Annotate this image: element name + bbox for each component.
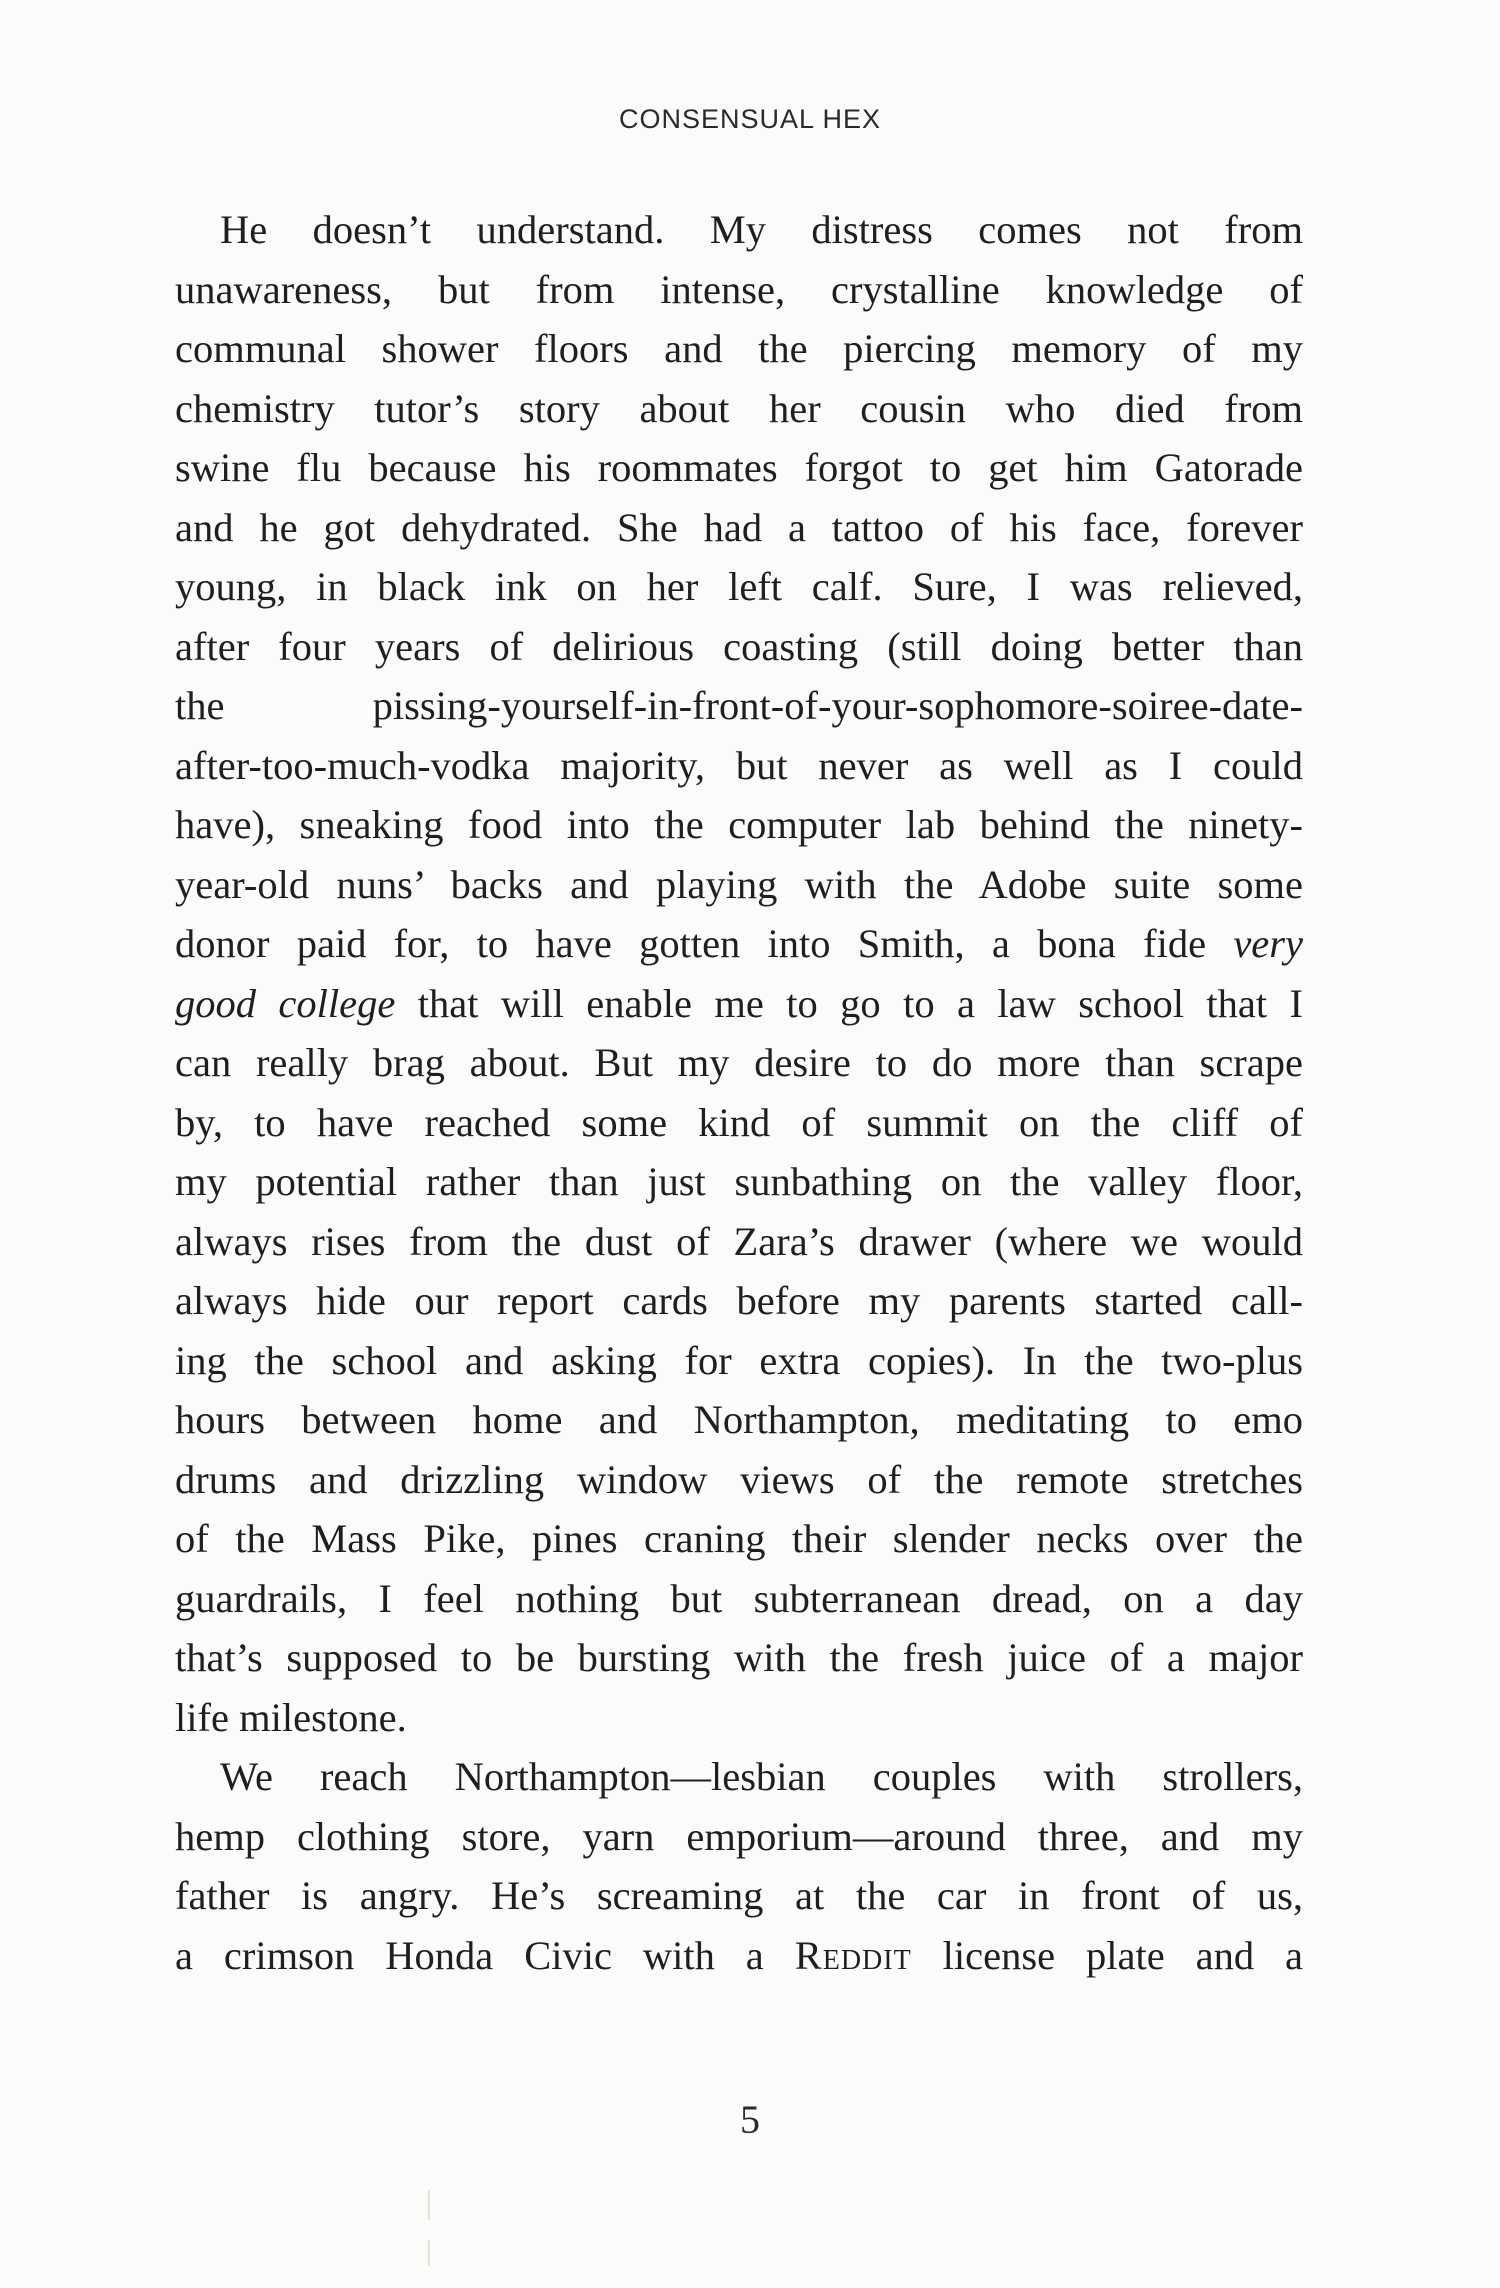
- text-line: father is angry. He’s screaming at the car in front of us,: [175, 1873, 1303, 1918]
- italic-text: good college: [175, 980, 396, 1026]
- text-line: of the Mass Pike, pines craning their slender necks over the: [175, 1516, 1303, 1561]
- text-line: can really brag about. But my desire to do more than scrape: [175, 1040, 1303, 1085]
- body-text: [175, 200, 1303, 1985]
- text-line: He doesn’t understand. My distress comes not from: [220, 207, 1303, 252]
- text-line: that’s supposed to be bursting with the fresh juice of a major: [175, 1635, 1303, 1680]
- text-line: drums and drizzling window views of the remote stretches: [175, 1456, 1303, 1502]
- italic-text: very: [1233, 921, 1303, 966]
- text-segment: license plate and a: [911, 1932, 1303, 1978]
- paragraph: [175, 1747, 1303, 1985]
- text-segment: donor paid for, to have gotten into Smith, a bona fide: [175, 921, 1207, 966]
- text-line: my potential rather than just sunbathing on the valley floor,: [175, 1159, 1303, 1204]
- text-line: after-too-much-vodka majority, but never as well as I could: [175, 742, 1303, 788]
- text-line: ing the school and asking for extra copies). In the two-plus: [175, 1337, 1303, 1383]
- scan-artifact: [428, 2190, 430, 2220]
- text-line: chemistry tutor’s story about her cousin who died from: [175, 385, 1303, 431]
- text-line: always hide our report cards before my parents started call-: [175, 1278, 1303, 1323]
- page-number: 5: [740, 2097, 760, 2142]
- text-line: communal shower floors and the piercing memory of my: [175, 326, 1303, 371]
- scan-artifact: [428, 2240, 430, 2266]
- text-line: young, in black ink on her left calf. Sure, I was relieved,: [175, 564, 1303, 609]
- text-line: always rises from the dust of Zara’s drawer (where we would: [175, 1218, 1303, 1264]
- text-line: unawareness, but from intense, crystalline knowledge of: [175, 266, 1303, 312]
- running-head: CONSENSUAL HEX: [618, 104, 882, 134]
- small-caps-text: Reddit: [794, 1932, 912, 1978]
- text-line: swine flu because his roommates forgot to get him Gatorade: [175, 445, 1303, 490]
- text-line: [175, 1926, 1303, 1986]
- text-line: [175, 974, 1303, 1034]
- text-line: We reach Northampton—lesbian couples with strollers,: [220, 1754, 1303, 1799]
- text-line: hemp clothing store, yarn emporium—around three, and my: [175, 1813, 1303, 1859]
- text-line: life milestone.: [175, 1694, 407, 1740]
- text-segment: that will enable me to go to a law school that I: [395, 980, 1303, 1026]
- paragraph: [175, 200, 1303, 1747]
- text-line: after four years of delirious coasting (still doing better than: [175, 623, 1303, 669]
- text-line: guardrails, I feel nothing but subterranean dread, on a day: [175, 1575, 1303, 1621]
- text-line: [175, 914, 1303, 974]
- text-segment: a crimson Honda Civic with a: [175, 1932, 795, 1978]
- text-line: year-old nuns’ backs and playing with the Adobe suite some: [175, 861, 1303, 907]
- text-line: hours between home and Northampton, meditating to emo: [175, 1397, 1303, 1442]
- text-line: and he got dehydrated. She had a tattoo of his face, forever: [175, 504, 1303, 550]
- text-line: the pissing-yourself-in-front-of-your-sophomore-soiree-date-: [175, 683, 1303, 728]
- text-line: have), sneaking food into the computer lab behind the ninety-: [175, 802, 1303, 847]
- text-line: by, to have reached some kind of summit on the cliff of: [175, 1099, 1303, 1145]
